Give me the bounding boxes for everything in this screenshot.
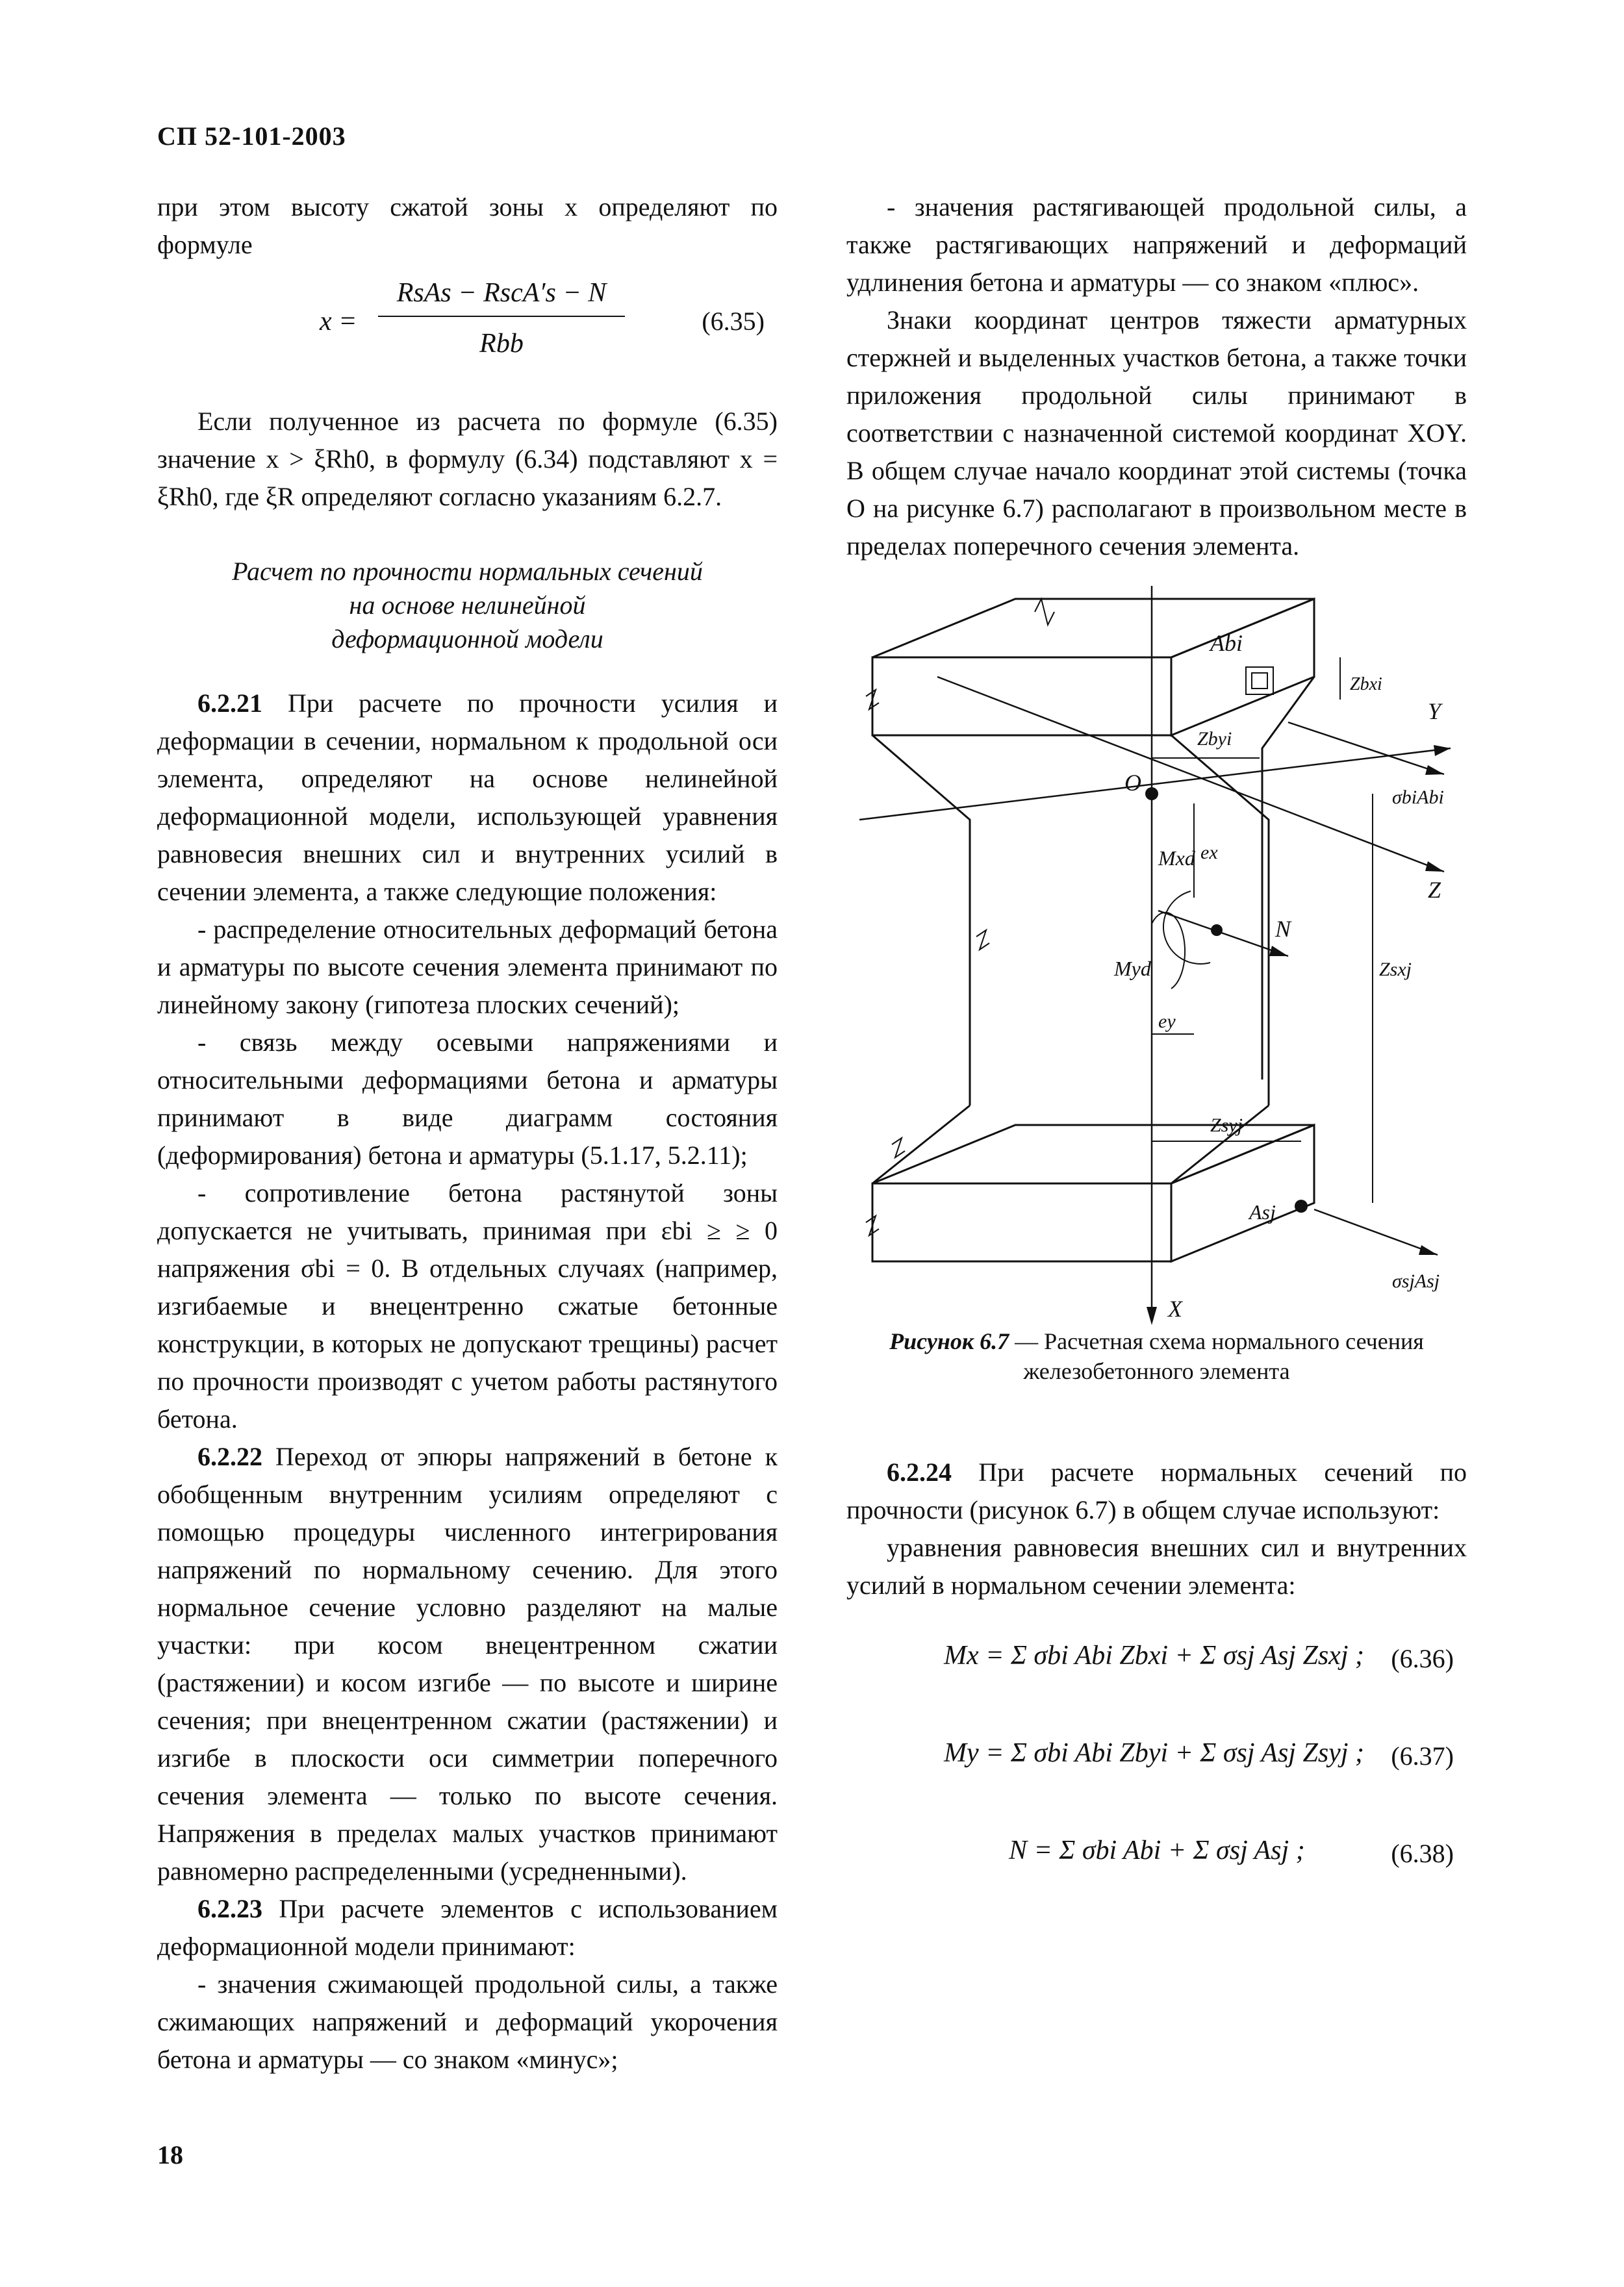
section-title-line-1: Расчет по прочности нормальных сечений bbox=[232, 557, 703, 586]
z-axis-arrow bbox=[1425, 861, 1444, 872]
x-axis-arrow bbox=[1147, 1307, 1157, 1325]
break-mark-3 bbox=[976, 930, 989, 950]
eq-637-text: My = Σ σbi Abi Zbyi + Σ σsj Asj Zsyj ; bbox=[944, 1738, 1364, 1768]
eq-638-number: (6.38) bbox=[1391, 1839, 1454, 1868]
paragraph-intro: при этом высоту сжатой зоны x определяют по формуле bbox=[157, 192, 778, 259]
origin-point bbox=[1145, 787, 1158, 800]
label-ex: ex bbox=[1200, 842, 1218, 863]
figure-caption bbox=[846, 1326, 1467, 1386]
n-force-arrow bbox=[1269, 946, 1288, 956]
bullet-tension-sign: - значения растягивающей продольной силы, а также растягивающих напряжений и деформаций удлинения бетона и арматуры — со знаком «плюс». bbox=[846, 192, 1467, 297]
clause-text-6-2-22: Переход от эпюры напряжений в бетоне к обобщенным внутренним усилиям определяют с помощью процедуры численного интегрирования напряжений по нормальному сечению. Для этого нормальное сечение условно разделяют на малые участки: при косом внецентренном сжатии (растяжении) и косом изгибе — по высоте и ширине сечения; при внецентренном сжатии (растяжении) и изгибе в плоскости оси симметрии поперечного сечения элемента — только по высоте сечения. Напряжения в пределах малых участков принимают равномерно распределенными (усредненными). bbox=[157, 1442, 778, 1886]
label-z: Z bbox=[1428, 877, 1441, 903]
figure-6-7 bbox=[846, 586, 1467, 1326]
eq-636-text: Mx = Σ σbi Abi Zbxi + Σ σsj Asj Zsxj ; bbox=[944, 1641, 1364, 1671]
page-number: 18 bbox=[157, 2140, 183, 2169]
eq-635-number: (6.35) bbox=[702, 307, 765, 336]
bottom-flange-side-face bbox=[1171, 1125, 1314, 1261]
z-axis-line bbox=[937, 677, 1444, 872]
paragraph-6-2-24 bbox=[846, 1454, 1467, 1529]
label-zsyj: Zsyj bbox=[1210, 1115, 1243, 1136]
paragraph-coordinate-signs: Знаки координат центров тяжести арматурных стержней и выделенных участков бетона, а также точки приложения продольной силы принимают в соответствии с назначенной системой координат XOY. В общем случае начало координат этой системы (точка O на рисунке 6.7) располагают в произвольном месте в пределах поперечного сечения элемента. bbox=[846, 305, 1467, 561]
bullet-compression-sign: - значения сжимающей продольной силы, а также сжимающих напряжений и деформаций укорочения бетона и арматуры — со знаком «минус»; bbox=[157, 1969, 778, 2074]
web-left-edge bbox=[872, 735, 970, 1106]
paragraph-6-2-23 bbox=[157, 1890, 778, 1965]
moment-mxd-arc bbox=[1152, 913, 1185, 989]
label-mxd: Mxd bbox=[1158, 846, 1195, 870]
equation-6-35 bbox=[157, 272, 778, 369]
section-title-line-3: деформационной модели bbox=[331, 624, 603, 653]
clause-number-6-2-21: 6.2.21 bbox=[197, 689, 262, 718]
right-column bbox=[846, 188, 1467, 1897]
clause-number-6-2-23: 6.2.23 bbox=[197, 1894, 262, 1923]
label-asj: Asj bbox=[1249, 1200, 1276, 1224]
eq-635-denominator: Rbb bbox=[479, 329, 524, 359]
equation-6-37 bbox=[846, 1702, 1467, 1799]
paragraph-6-2-22 bbox=[157, 1438, 778, 1890]
eq-635-lhs: x = bbox=[320, 307, 357, 336]
y-axis-line bbox=[859, 748, 1451, 820]
label-sigma-bi-abi: σbiAbi bbox=[1392, 787, 1444, 808]
label-x: X bbox=[1168, 1296, 1182, 1322]
eq-635-numerator: RsAs − RscA′s − N bbox=[396, 278, 607, 308]
label-abi: Abi bbox=[1210, 630, 1243, 656]
clause-text-6-2-24: При расчете нормальных сечений по прочности (рисунок 6.7) в общем случае используют: bbox=[846, 1458, 1467, 1524]
figure-6-7-drawing bbox=[846, 586, 1467, 1326]
eq-636-number: (6.36) bbox=[1391, 1644, 1454, 1673]
sigma-bi-line bbox=[1288, 722, 1444, 774]
label-zbyi: Zbyi bbox=[1197, 728, 1232, 750]
figure-caption-text: — Расчетная схема нормального сечения железобетонного элемента bbox=[1015, 1328, 1424, 1384]
clause-number-6-2-24: 6.2.24 bbox=[887, 1458, 952, 1487]
bottom-flange-top-face bbox=[872, 1125, 1314, 1183]
eq-635-fraction-bar bbox=[378, 316, 625, 317]
force-point bbox=[1211, 924, 1223, 936]
web-right-edge bbox=[1262, 677, 1314, 1080]
y-axis-arrow bbox=[1434, 745, 1451, 756]
top-flange-front-face bbox=[872, 657, 1171, 735]
sigma-sj-line bbox=[1314, 1209, 1438, 1255]
label-n: N bbox=[1275, 916, 1291, 942]
label-ey: ey bbox=[1158, 1011, 1176, 1032]
equation-6-36 bbox=[846, 1604, 1467, 1702]
clause-number-6-2-22: 6.2.22 bbox=[197, 1442, 262, 1471]
paragraph-6-35-note: Если полученное из расчета по формуле (6.35) значение x > ξRh0, в формулу (6.34) подставляют x = ξRh0, где ξR определяют согласно указаниям 6.2.7. bbox=[157, 407, 778, 511]
label-y: Y bbox=[1428, 698, 1441, 724]
bullet-tension-zone: - сопротивление бетона растянутой зоны допускается не учитывать, принимая при εbi ≥ ≥ 0 напряжения σbi = 0. В отдельных случаях (например, изгибаемые и внецентренно сжатые бетонные конструкции, в которых не допускают трещины) расчет по прочности производят с учетом работы растянутого бетона. bbox=[157, 1178, 778, 1434]
concrete-element-square bbox=[1246, 667, 1273, 694]
section-title bbox=[157, 555, 778, 656]
paragraph-6-2-21 bbox=[157, 685, 778, 911]
rebar-point bbox=[1295, 1200, 1308, 1213]
clause-text-6-2-21: При расчете по прочности усилия и деформации в сечении, нормальном к продольной оси элемента, определяют на основе нелинейной деформационной модели, использующей уравнения равновесия внешних сил и внутренних усилий в сечении элемента, а также следующие положения: bbox=[157, 689, 778, 906]
bottom-flange-front-face bbox=[872, 1183, 1171, 1261]
label-zbxi: Zbxi bbox=[1350, 674, 1382, 694]
equation-6-38 bbox=[846, 1799, 1467, 1897]
bullet-linear-distribution: - распределение относительных деформаций бетона и арматуры по высоте сечения элемента принимают по линейному закону (гипотеза плоских сечений); bbox=[157, 915, 778, 1019]
moment-myd-arc bbox=[1163, 891, 1210, 964]
break-mark-4 bbox=[892, 1138, 905, 1157]
label-myd: Myd bbox=[1114, 957, 1151, 980]
eq-638-text: N = Σ σbi Abi + Σ σsj Asj ; bbox=[1009, 1836, 1305, 1865]
left-column bbox=[157, 188, 778, 2079]
sigma-bi-arrow bbox=[1425, 765, 1444, 775]
figure-caption-label: Рисунок 6.7 bbox=[889, 1328, 1009, 1354]
label-zsxj: Zsxj bbox=[1379, 959, 1412, 980]
label-o: O bbox=[1124, 770, 1141, 796]
section-title-line-2: на основе нелинейной bbox=[349, 590, 586, 620]
top-flange-side-face bbox=[1171, 599, 1314, 735]
label-sigma-sj-asj: σsjAsj bbox=[1392, 1270, 1440, 1292]
break-mark-5 bbox=[866, 1216, 879, 1235]
document-code-header: СП 52-101-2003 bbox=[157, 121, 346, 151]
eq-637-number: (6.37) bbox=[1391, 1741, 1454, 1771]
paragraph-equations-intro: уравнения равновесия внешних сил и внутренних усилий в нормальном сечении элемента: bbox=[846, 1533, 1467, 1600]
bullet-stress-strain: - связь между осевыми напряжениями и относительными деформациями бетона и арматуры принимают в виде диаграмм состояния (деформирования) бетона и арматуры (5.1.17, 5.2.11); bbox=[157, 1028, 778, 1170]
break-mark-1 bbox=[1035, 599, 1054, 625]
break-mark-2 bbox=[866, 690, 879, 709]
sigma-sj-arrow bbox=[1419, 1245, 1438, 1255]
top-flange-top-face bbox=[872, 599, 1314, 657]
clause-text-6-2-23: При расчете элементов с использованием деформационной модели принимают: bbox=[157, 1894, 778, 1961]
